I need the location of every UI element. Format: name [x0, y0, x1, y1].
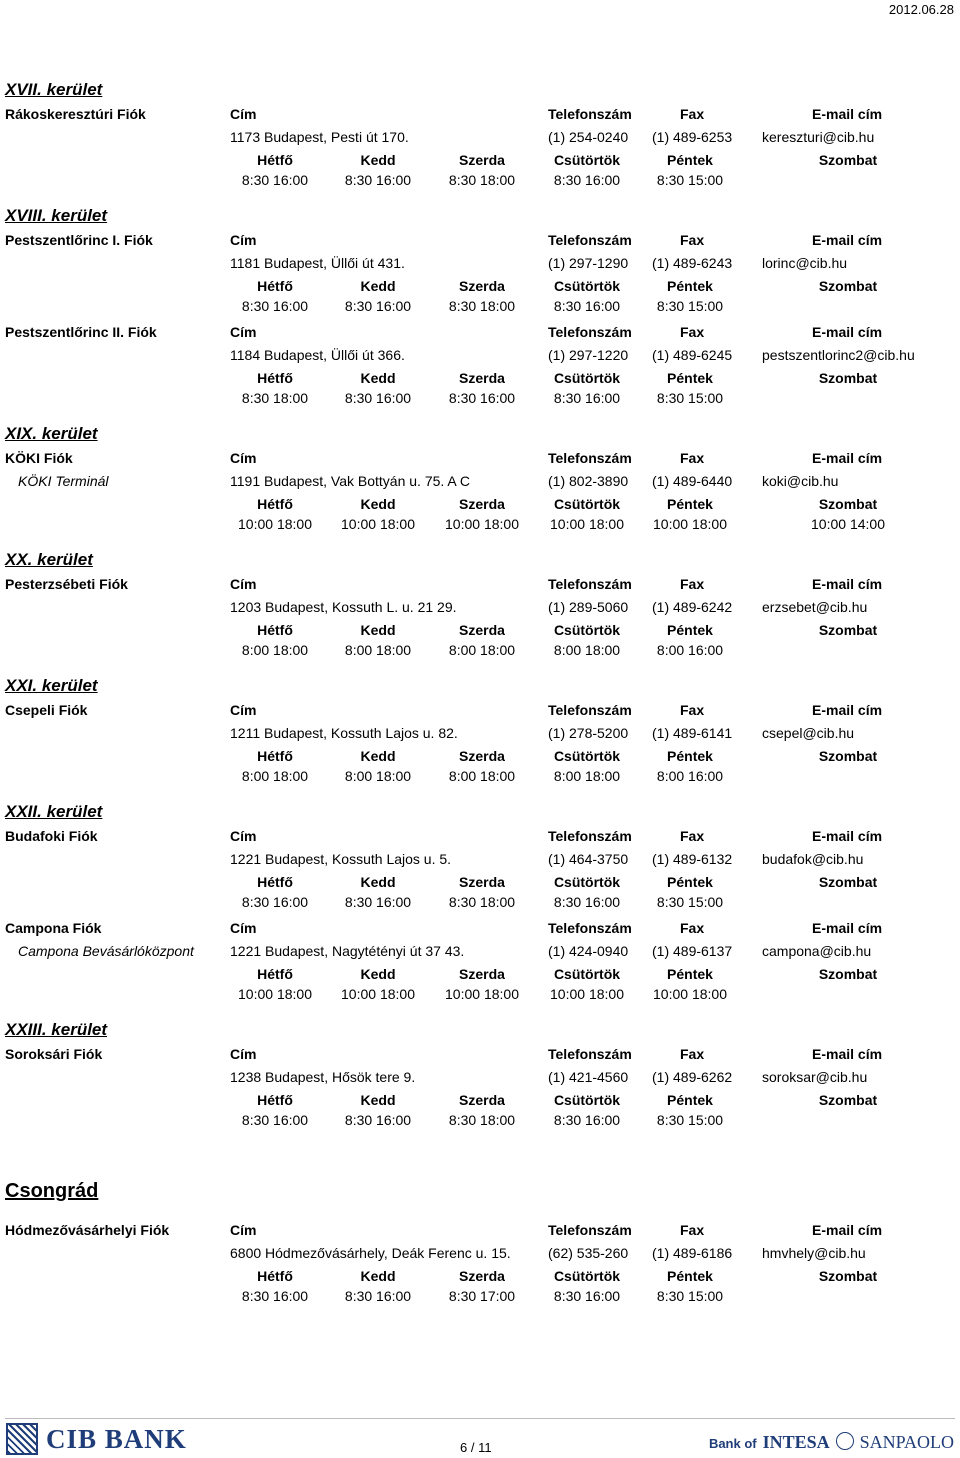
day-label: Csütörtök [553, 966, 621, 982]
branch-name: Rákoskeresztúri Fiók [5, 106, 146, 122]
address-column-label: Cím [230, 1046, 257, 1062]
branch-header-row [0, 232, 960, 252]
opening-hours: 8:30 16:00 [241, 1288, 309, 1304]
address-column-label: Cím [230, 920, 257, 936]
opening-days-row [0, 1268, 960, 1288]
bank-of-label: Bank of [708, 1436, 757, 1451]
phone-column-label: Telefonszám [548, 576, 632, 592]
fax-column-label: Fax [680, 450, 705, 466]
branch-header-row [0, 920, 960, 940]
opening-hours: 8:30 16:00 [344, 390, 412, 406]
branch-header-row [0, 702, 960, 722]
branch-email: budafok@cib.hu [762, 851, 864, 867]
opening-hours: 8:30 16:00 [344, 1288, 412, 1304]
branch-header-row [0, 324, 960, 344]
opening-hours: 8:30 18:00 [448, 894, 516, 910]
day-label: Péntek [667, 622, 713, 638]
day-label: Szombat [818, 496, 878, 512]
branch-phone: (1) 297-1220 [548, 347, 629, 363]
branch-name: Pestszentlőrinc II. Fiók [5, 324, 157, 340]
fax-column-label: Fax [680, 828, 705, 844]
opening-hours: 8:30 18:00 [448, 298, 516, 314]
opening-hours-row [0, 516, 960, 536]
branch-details-row [0, 943, 960, 963]
day-label: Szombat [818, 152, 878, 168]
day-label: Kedd [360, 152, 396, 168]
branch-fax: (1) 489-6253 [652, 129, 733, 145]
day-label: Hétfő [257, 1268, 293, 1284]
branch-fax: (1) 489-6262 [652, 1069, 733, 1085]
opening-hours: 8:30 18:00 [448, 172, 516, 188]
email-column-label: E-mail cím [812, 450, 883, 466]
opening-days-row [0, 152, 960, 172]
branch-fax: (1) 489-6243 [652, 255, 733, 271]
day-label: Csütörtök [553, 1092, 621, 1108]
day-label: Péntek [667, 748, 713, 764]
branch-fax: (1) 489-6242 [652, 599, 733, 615]
fax-column-label: Fax [680, 576, 705, 592]
opening-hours: 8:30 15:00 [656, 390, 724, 406]
opening-hours: 8:30 16:00 [241, 298, 309, 314]
fax-column-label: Fax [680, 920, 705, 936]
address-column-label: Cím [230, 1222, 257, 1238]
opening-hours: 8:00 18:00 [344, 768, 412, 784]
opening-hours-row [0, 986, 960, 1006]
email-column-label: E-mail cím [812, 702, 883, 718]
branch-phone: (1) 254-0240 [548, 129, 629, 145]
branch-phone: (1) 802-3890 [548, 473, 629, 489]
branch-fax: (1) 489-6132 [652, 851, 733, 867]
day-label: Szombat [818, 748, 878, 764]
address-column-label: Cím [230, 232, 257, 248]
branch-phone: (1) 297-1290 [548, 255, 629, 271]
branch-name: KÖKI Fiók [5, 450, 73, 466]
branch-phone: (1) 424-0940 [548, 943, 629, 959]
branch-phone: (1) 289-5060 [548, 599, 629, 615]
branch-subname: KÖKI Terminál [18, 473, 109, 489]
opening-hours: 8:00 18:00 [553, 642, 621, 658]
day-label: Kedd [360, 370, 396, 386]
day-label: Kedd [360, 748, 396, 764]
branch-email: lorinc@cib.hu [762, 255, 848, 271]
opening-hours: 8:30 16:00 [553, 390, 621, 406]
day-label: Hétfő [257, 496, 293, 512]
day-label: Kedd [360, 1092, 396, 1108]
branch-phone: (1) 421-4560 [548, 1069, 629, 1085]
opening-hours: 10:00 14:00 [811, 516, 885, 532]
cib-bank-logo [6, 1422, 187, 1456]
brand-mark-icon [836, 1432, 854, 1450]
opening-hours: 8:30 15:00 [656, 298, 724, 314]
branch-details-row [0, 1069, 960, 1089]
branch-details-row [0, 725, 960, 745]
branch-details-row [0, 599, 960, 619]
branch-address: 1221 Budapest, Nagytétényi út 37 43. [230, 943, 465, 959]
branch-name: Hódmezővásárhelyi Fiók [5, 1222, 170, 1238]
day-label: Szombat [818, 966, 878, 982]
branch-subname: Campona Bevásárlóközpont [18, 943, 194, 959]
opening-hours-row [0, 1112, 960, 1132]
opening-hours: 8:30 15:00 [656, 894, 724, 910]
branch-phone: (1) 464-3750 [548, 851, 629, 867]
cib-logo-text: CIB BANK [46, 1423, 187, 1454]
address-column-label: Cím [230, 106, 257, 122]
day-label: Csütörtök [553, 748, 621, 764]
address-column-label: Cím [230, 702, 257, 718]
day-label: Szerda [459, 370, 505, 386]
opening-hours: 8:30 18:00 [241, 390, 309, 406]
day-label: Szerda [459, 966, 505, 982]
opening-hours: 8:00 18:00 [448, 642, 516, 658]
branch-address: 6800 Hódmezővásárhely, Deák Ferenc u. 15. [230, 1245, 511, 1261]
opening-hours: 8:30 18:00 [448, 1112, 516, 1128]
day-label: Szerda [459, 874, 505, 890]
opening-hours: 10:00 18:00 [653, 516, 727, 532]
day-label: Hétfő [257, 874, 293, 890]
day-label: Szombat [818, 874, 878, 890]
fax-column-label: Fax [680, 1046, 705, 1062]
branch-details-row [0, 255, 960, 275]
day-label: Szerda [459, 1092, 505, 1108]
email-column-label: E-mail cím [812, 576, 883, 592]
opening-hours: 8:00 18:00 [448, 768, 516, 784]
day-label: Péntek [667, 152, 713, 168]
opening-hours: 8:30 16:00 [448, 390, 516, 406]
day-label: Csütörtök [553, 496, 621, 512]
phone-column-label: Telefonszám [548, 324, 632, 340]
region-heading: Csongrád [5, 1180, 99, 1202]
intesa-sanpaolo-logo [709, 1430, 954, 1453]
opening-hours: 8:30 15:00 [656, 1112, 724, 1128]
branch-fax: (1) 489-6137 [652, 943, 733, 959]
email-column-label: E-mail cím [812, 920, 883, 936]
branch-header-row [0, 106, 960, 126]
day-label: Péntek [667, 1268, 713, 1284]
branch-name: Pestszentlőrinc I. Fiók [5, 232, 153, 248]
phone-column-label: Telefonszám [548, 106, 632, 122]
day-label: Hétfő [257, 748, 293, 764]
fax-column-label: Fax [680, 106, 705, 122]
email-column-label: E-mail cím [812, 106, 883, 122]
branch-header-row [0, 1046, 960, 1066]
branch-address: 1211 Budapest, Kossuth Lajos u. 82. [230, 725, 458, 741]
branch-details-row [0, 473, 960, 493]
email-column-label: E-mail cím [812, 828, 883, 844]
opening-hours: 8:00 16:00 [656, 642, 724, 658]
opening-hours: 8:30 16:00 [553, 1112, 621, 1128]
district-heading: XX. kerület [5, 550, 93, 569]
day-label: Péntek [667, 496, 713, 512]
branch-phone: (1) 278-5200 [548, 725, 629, 741]
branch-phone: (62) 535-260 [548, 1245, 629, 1261]
opening-days-row [0, 496, 960, 516]
opening-hours-row [0, 768, 960, 788]
branch-header-row [0, 828, 960, 848]
branch-email: hmvhely@cib.hu [762, 1245, 866, 1261]
phone-column-label: Telefonszám [548, 702, 632, 718]
day-label: Szombat [818, 278, 878, 294]
branch-email: campona@cib.hu [762, 943, 872, 959]
day-label: Szerda [459, 748, 505, 764]
opening-hours: 8:30 16:00 [344, 1112, 412, 1128]
opening-hours: 8:30 16:00 [344, 894, 412, 910]
branch-address: 1203 Budapest, Kossuth L. u. 21 29. [230, 599, 457, 615]
opening-hours: 10:00 18:00 [445, 516, 519, 532]
branch-email: csepel@cib.hu [762, 725, 855, 741]
document-date: 2012.06.28 [888, 2, 954, 17]
branch-details-row [0, 347, 960, 367]
day-label: Péntek [667, 370, 713, 386]
opening-hours-row [0, 298, 960, 318]
day-label: Hétfő [257, 152, 293, 168]
page-number: 6 / 11 [460, 1440, 492, 1455]
address-column-label: Cím [230, 828, 257, 844]
branch-address: 1181 Budapest, Üllői út 431. [230, 255, 405, 271]
opening-hours: 8:30 15:00 [656, 172, 724, 188]
opening-hours: 8:00 18:00 [241, 642, 309, 658]
branch-fax: (1) 489-6440 [652, 473, 733, 489]
opening-hours: 8:30 16:00 [344, 172, 412, 188]
day-label: Szombat [818, 1268, 878, 1284]
opening-days-row [0, 622, 960, 642]
opening-hours: 8:30 16:00 [241, 894, 309, 910]
phone-column-label: Telefonszám [548, 828, 632, 844]
opening-hours-row [0, 390, 960, 410]
opening-hours-row [0, 172, 960, 192]
opening-hours: 8:30 16:00 [241, 1112, 309, 1128]
fax-column-label: Fax [680, 232, 705, 248]
day-label: Szerda [459, 1268, 505, 1284]
opening-hours: 8:30 15:00 [656, 1288, 724, 1304]
phone-column-label: Telefonszám [548, 1046, 632, 1062]
day-label: Csütörtök [553, 370, 621, 386]
cib-logo-mark-icon [6, 1423, 38, 1455]
day-label: Kedd [360, 966, 396, 982]
email-column-label: E-mail cím [812, 324, 883, 340]
district-heading: XVII. kerület [5, 80, 103, 99]
phone-column-label: Telefonszám [548, 920, 632, 936]
opening-days-row [0, 874, 960, 894]
branch-details-row [0, 1245, 960, 1265]
day-label: Péntek [667, 1092, 713, 1108]
intesa-label: INTESA [762, 1432, 830, 1452]
day-label: Kedd [360, 874, 396, 890]
day-label: Hétfő [257, 370, 293, 386]
branch-address: 1173 Budapest, Pesti út 170. [230, 129, 409, 145]
opening-hours: 8:30 16:00 [553, 298, 621, 314]
opening-hours: 8:00 16:00 [656, 768, 724, 784]
opening-hours: 10:00 18:00 [550, 516, 624, 532]
address-column-label: Cím [230, 450, 257, 466]
email-column-label: E-mail cím [812, 232, 883, 248]
branch-fax: (1) 489-6245 [652, 347, 733, 363]
opening-hours: 10:00 18:00 [341, 986, 415, 1002]
day-label: Hétfő [257, 1092, 293, 1108]
day-label: Szerda [459, 496, 505, 512]
branch-header-row [0, 450, 960, 470]
branch-header-row [0, 576, 960, 596]
branch-name: Pesterzsébeti Fiók [5, 576, 128, 592]
branch-address: 1221 Budapest, Kossuth Lajos u. 5. [230, 851, 452, 867]
opening-hours-row [0, 642, 960, 662]
branch-email: pestszentlorinc2@cib.hu [762, 347, 915, 363]
branch-details-row [0, 129, 960, 149]
opening-hours: 8:00 18:00 [344, 642, 412, 658]
day-label: Szombat [818, 1092, 878, 1108]
fax-column-label: Fax [680, 702, 705, 718]
day-label: Szerda [459, 622, 505, 638]
opening-hours: 8:30 16:00 [553, 172, 621, 188]
branch-email: soroksar@cib.hu [762, 1069, 868, 1085]
branch-header-row [0, 1222, 960, 1242]
branch-name: Soroksári Fiók [5, 1046, 103, 1062]
opening-hours: 10:00 18:00 [550, 986, 624, 1002]
branch-fax: (1) 489-6141 [652, 725, 733, 741]
day-label: Csütörtök [553, 622, 621, 638]
branch-fax: (1) 489-6186 [652, 1245, 733, 1261]
district-heading: XVIII. kerület [5, 206, 108, 225]
day-label: Hétfő [257, 622, 293, 638]
branch-details-row [0, 851, 960, 871]
district-heading: XXI. kerület [5, 676, 98, 695]
fax-column-label: Fax [680, 1222, 705, 1238]
opening-hours-row [0, 894, 960, 914]
opening-hours: 10:00 18:00 [341, 516, 415, 532]
district-heading: XXIII. kerület [5, 1020, 108, 1039]
opening-days-row [0, 748, 960, 768]
day-label: Szerda [459, 278, 505, 294]
opening-hours: 8:30 17:00 [448, 1288, 516, 1304]
branch-name: Budafoki Fiók [5, 828, 98, 844]
branch-address: 1238 Budapest, Hősök tere 9. [230, 1069, 416, 1085]
day-label: Péntek [667, 874, 713, 890]
opening-hours: 8:30 16:00 [344, 298, 412, 314]
opening-days-row [0, 966, 960, 986]
opening-hours: 10:00 18:00 [445, 986, 519, 1002]
phone-column-label: Telefonszám [548, 1222, 632, 1238]
opening-hours: 8:30 16:00 [553, 894, 621, 910]
day-label: Szombat [818, 622, 878, 638]
day-label: Hétfő [257, 966, 293, 982]
opening-days-row [0, 278, 960, 298]
branch-email: erzsebet@cib.hu [762, 599, 868, 615]
day-label: Péntek [667, 278, 713, 294]
day-label: Szerda [459, 152, 505, 168]
branch-name: Csepeli Fiók [5, 702, 88, 718]
day-label: Kedd [360, 622, 396, 638]
day-label: Szombat [818, 370, 878, 386]
opening-hours: 10:00 18:00 [238, 986, 312, 1002]
opening-days-row [0, 370, 960, 390]
day-label: Csütörtök [553, 1268, 621, 1284]
address-column-label: Cím [230, 576, 257, 592]
branch-email: koki@cib.hu [762, 473, 839, 489]
day-label: Hétfő [257, 278, 293, 294]
phone-column-label: Telefonszám [548, 232, 632, 248]
email-column-label: E-mail cím [812, 1046, 883, 1062]
phone-column-label: Telefonszám [548, 450, 632, 466]
opening-hours: 8:00 18:00 [241, 768, 309, 784]
email-column-label: E-mail cím [812, 1222, 883, 1238]
sanpaolo-label: SANPAOLO [859, 1432, 954, 1452]
branch-address: 1191 Budapest, Vak Bottyán u. 75. A C [230, 473, 470, 489]
day-label: Kedd [360, 496, 396, 512]
day-label: Csütörtök [553, 278, 621, 294]
opening-hours: 10:00 18:00 [238, 516, 312, 532]
opening-hours: 8:00 18:00 [553, 768, 621, 784]
opening-hours: 8:30 16:00 [553, 1288, 621, 1304]
district-heading: XIX. kerület [5, 424, 98, 443]
opening-hours: 10:00 18:00 [653, 986, 727, 1002]
branch-name: Campona Fiók [5, 920, 102, 936]
day-label: Kedd [360, 278, 396, 294]
fax-column-label: Fax [680, 324, 705, 340]
district-heading: XXII. kerület [5, 802, 103, 821]
opening-hours-row [0, 1288, 960, 1308]
day-label: Csütörtök [553, 874, 621, 890]
opening-days-row [0, 1092, 960, 1112]
day-label: Kedd [360, 1268, 396, 1284]
day-label: Csütörtök [553, 152, 621, 168]
branch-email: kereszturi@cib.hu [762, 129, 875, 145]
branch-address: 1184 Budapest, Üllői út 366. [230, 347, 405, 363]
day-label: Péntek [667, 966, 713, 982]
address-column-label: Cím [230, 324, 257, 340]
footer-divider [5, 1418, 955, 1419]
opening-hours: 8:30 16:00 [241, 172, 309, 188]
